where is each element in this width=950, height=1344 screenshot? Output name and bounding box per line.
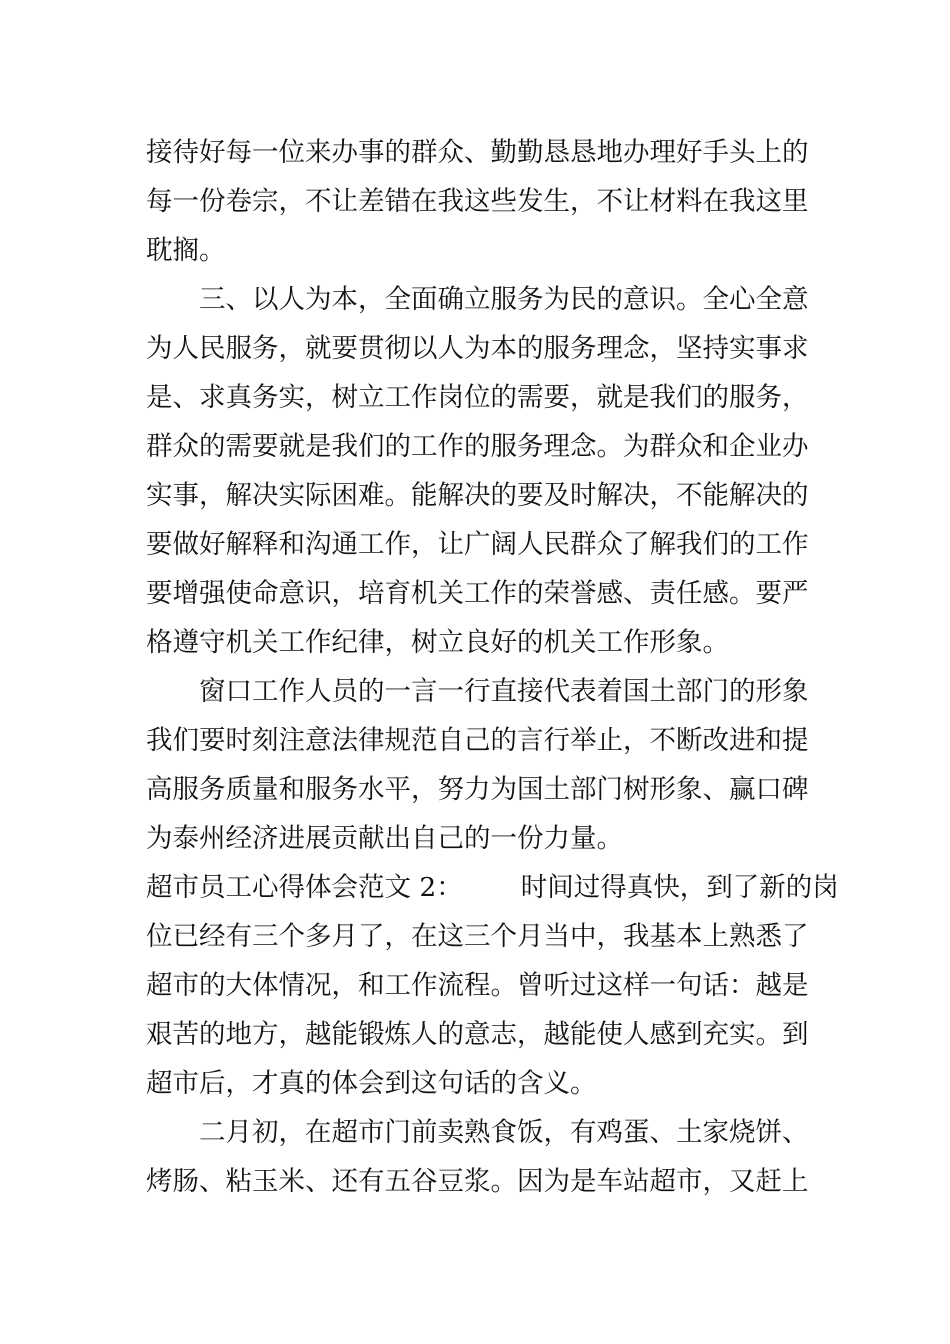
paragraph-window-staff bbox=[146, 667, 809, 863]
text-line: 为人民服务，就要贯彻以人为本的服务理念，坚持实事求 bbox=[146, 333, 809, 364]
paragraph-service-awareness bbox=[146, 275, 809, 667]
text-line: 位已经有三个多月了，在这三个月当中，我基本上熟悉了 bbox=[146, 921, 809, 952]
document-body bbox=[146, 128, 839, 1206]
text-line: 群众的需要就是我们的工作的服务理念。为群众和企业办 bbox=[146, 431, 809, 462]
text-line: 窗口工作人员的一言一行直接代表着国土部门的形象 bbox=[199, 676, 809, 707]
text-fragment: 时间过得真快，到了新的岗 bbox=[520, 872, 839, 903]
paragraph-sample-essay-2 bbox=[146, 863, 839, 1108]
text-line: 超市后，才真的体会到这句话的含义。 bbox=[146, 1068, 597, 1099]
text-line: 我们要时刻注意法律规范自己的言行举止，不断改进和提 bbox=[146, 725, 809, 756]
text-line: 是、求真务实，树立工作岗位的需要，就是我们的服务， bbox=[146, 382, 809, 413]
text-line: 格遵守机关工作纪律，树立良好的机关工作形象。 bbox=[146, 627, 729, 658]
text-line: 实事，解决实际困难。能解决的要及时解决，不能解决的 bbox=[146, 480, 809, 511]
text-line: 二月初，在超市门前卖熟食饭，有鸡蛋、土家烧饼、 bbox=[199, 1117, 809, 1148]
text-line: 艰苦的地方，越能锻炼人的意志，越能使人感到充实。到 bbox=[146, 1019, 809, 1050]
text-line: 要做好解释和沟通工作，让广阔人民群众了解我们的工作 bbox=[146, 529, 809, 560]
section-heading: 超市员工心得体会范文 2： bbox=[146, 872, 463, 903]
paragraph-february bbox=[146, 1108, 809, 1206]
text-line: 超市的大体情况，和工作流程。曾听过这样一句话：越是 bbox=[146, 970, 809, 1001]
text-line: 接待好每一位来办事的群众、勤勤恳恳地办理好手头上的 bbox=[146, 137, 809, 168]
text-line: 耽搁。 bbox=[146, 235, 226, 266]
section-heading-line bbox=[146, 863, 839, 912]
text-line: 为泰州经济进展贡献出自己的一份力量。 bbox=[146, 823, 623, 854]
text-line: 每一份卷宗，不让差错在我这些发生，不让材料在我这里 bbox=[146, 186, 809, 217]
text-line: 要增强使命意识，培育机关工作的荣誉感、责任感。要严 bbox=[146, 578, 809, 609]
text-line: 烤肠、粘玉米、还有五谷豆浆。因为是车站超市，又赶上 bbox=[146, 1166, 809, 1197]
paragraph-continuation bbox=[146, 128, 809, 275]
text-line: 三、以人为本，全面确立服务为民的意识。全心全意 bbox=[199, 284, 809, 315]
text-line: 高服务质量和服务水平，努力为国土部门树形象、赢口碑 bbox=[146, 774, 809, 805]
